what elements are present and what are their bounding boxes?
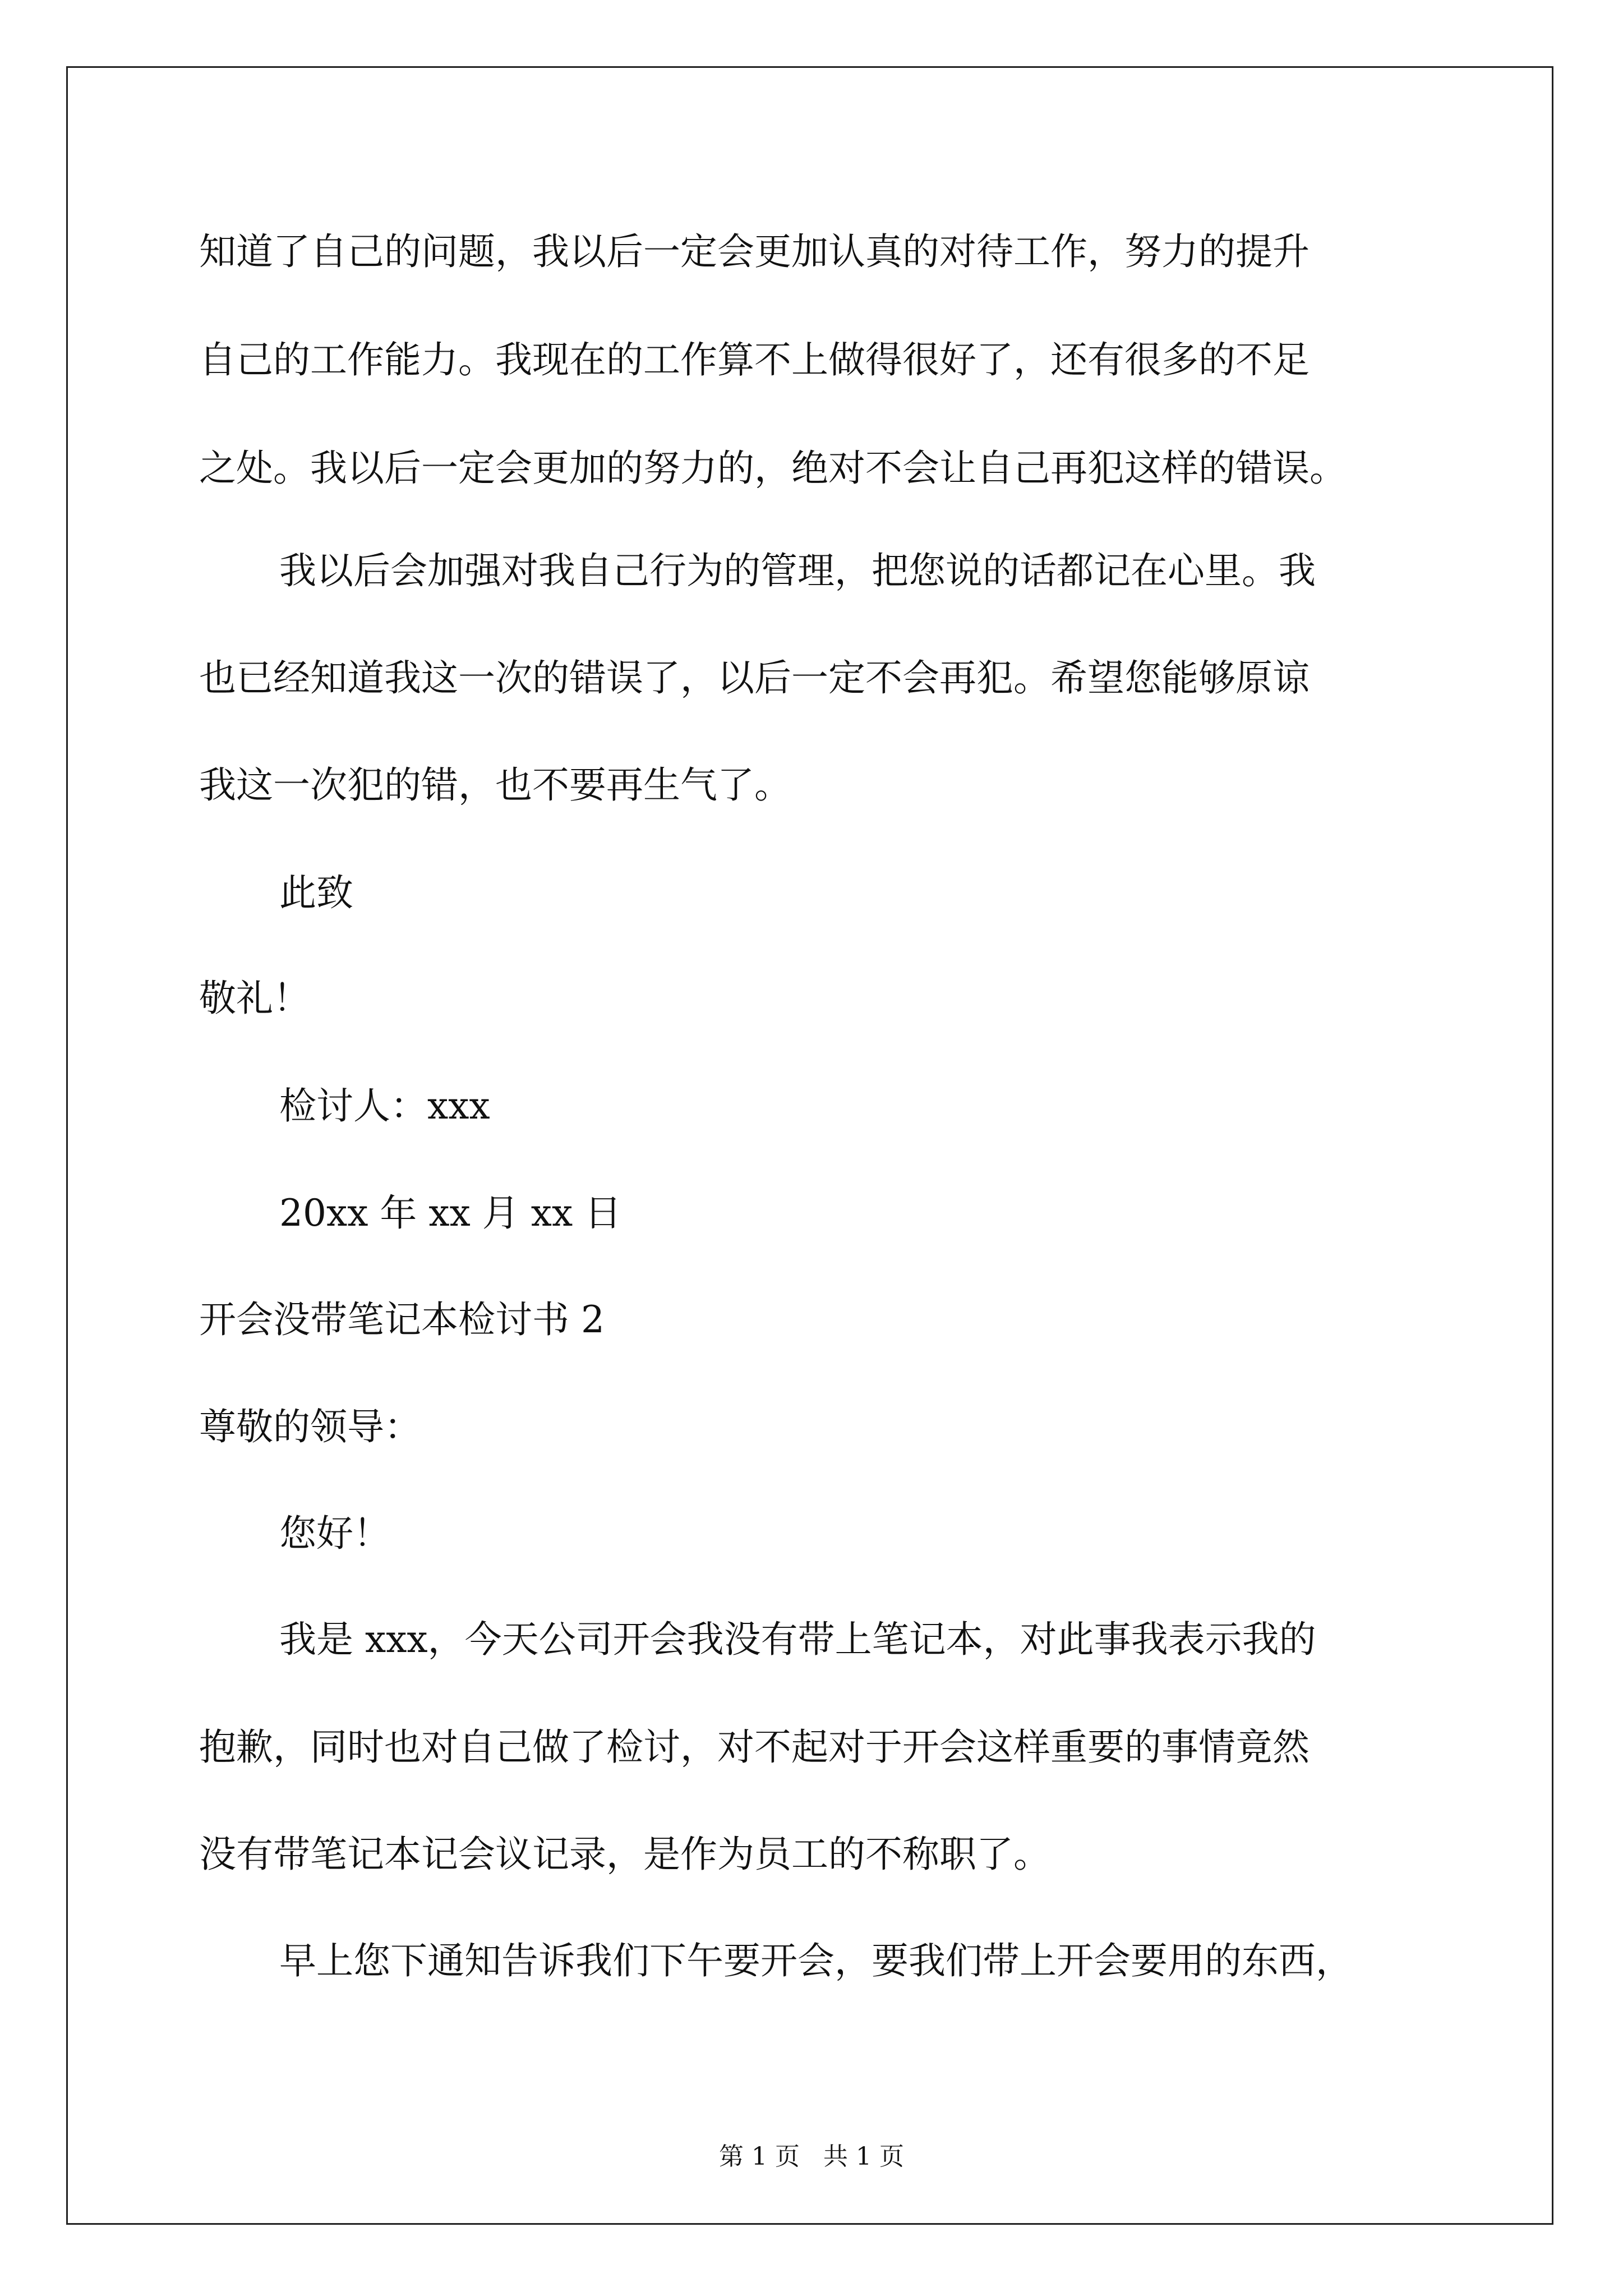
closing-salute: 敬礼！: [199, 977, 310, 1020]
body-line-6: 我这一次犯的错，也不要再生气了。: [199, 763, 791, 807]
signature-author: 检讨人：xxx: [279, 1084, 490, 1128]
body-line-7: 我是 xxx，今天公司开会我没有带上笔记本，对此事我表示我的: [279, 1618, 1316, 1661]
body-line-1: 知道了自己的问题，我以后一定会更加认真的对待工作，努力的提升: [199, 230, 1310, 273]
closing-greeting: 此致: [279, 871, 353, 914]
body-line-5: 也已经知道我这一次的错误了，以后一定不会再犯。希望您能够原谅: [199, 656, 1310, 700]
body-line-2: 自己的工作能力。我现在的工作算不上做得很好了，还有很多的不足: [199, 338, 1310, 381]
page-footer: 第 1 页 共 1 页: [719, 2142, 904, 2171]
body-line-10: 早上您下通知告诉我们下午要开会，要我们带上开会要用的东西，: [279, 1939, 1353, 1982]
body-line-4: 我以后会加强对我自己行为的管理，把您说的话都记在心里。我: [279, 549, 1316, 592]
salutation: 尊敬的领导：: [199, 1405, 421, 1448]
body-line-3: 之处。我以后一定会更加的努力的，绝对不会让自己再犯这样的错误。: [199, 447, 1347, 490]
signature-date: 20xx 年 xx 月 xx 日: [279, 1191, 622, 1235]
greeting: 您好！: [279, 1512, 390, 1555]
body-line-8: 抱歉，同时也对自己做了检讨，对不起对于开会这样重要的事情竟然: [199, 1726, 1310, 1769]
body-line-9: 没有带笔记本记会议记录，是作为员工的不称职了。: [199, 1833, 1050, 1876]
page-border: [66, 66, 1553, 2225]
section-title: 开会没带笔记本检讨书 2: [199, 1298, 605, 1341]
